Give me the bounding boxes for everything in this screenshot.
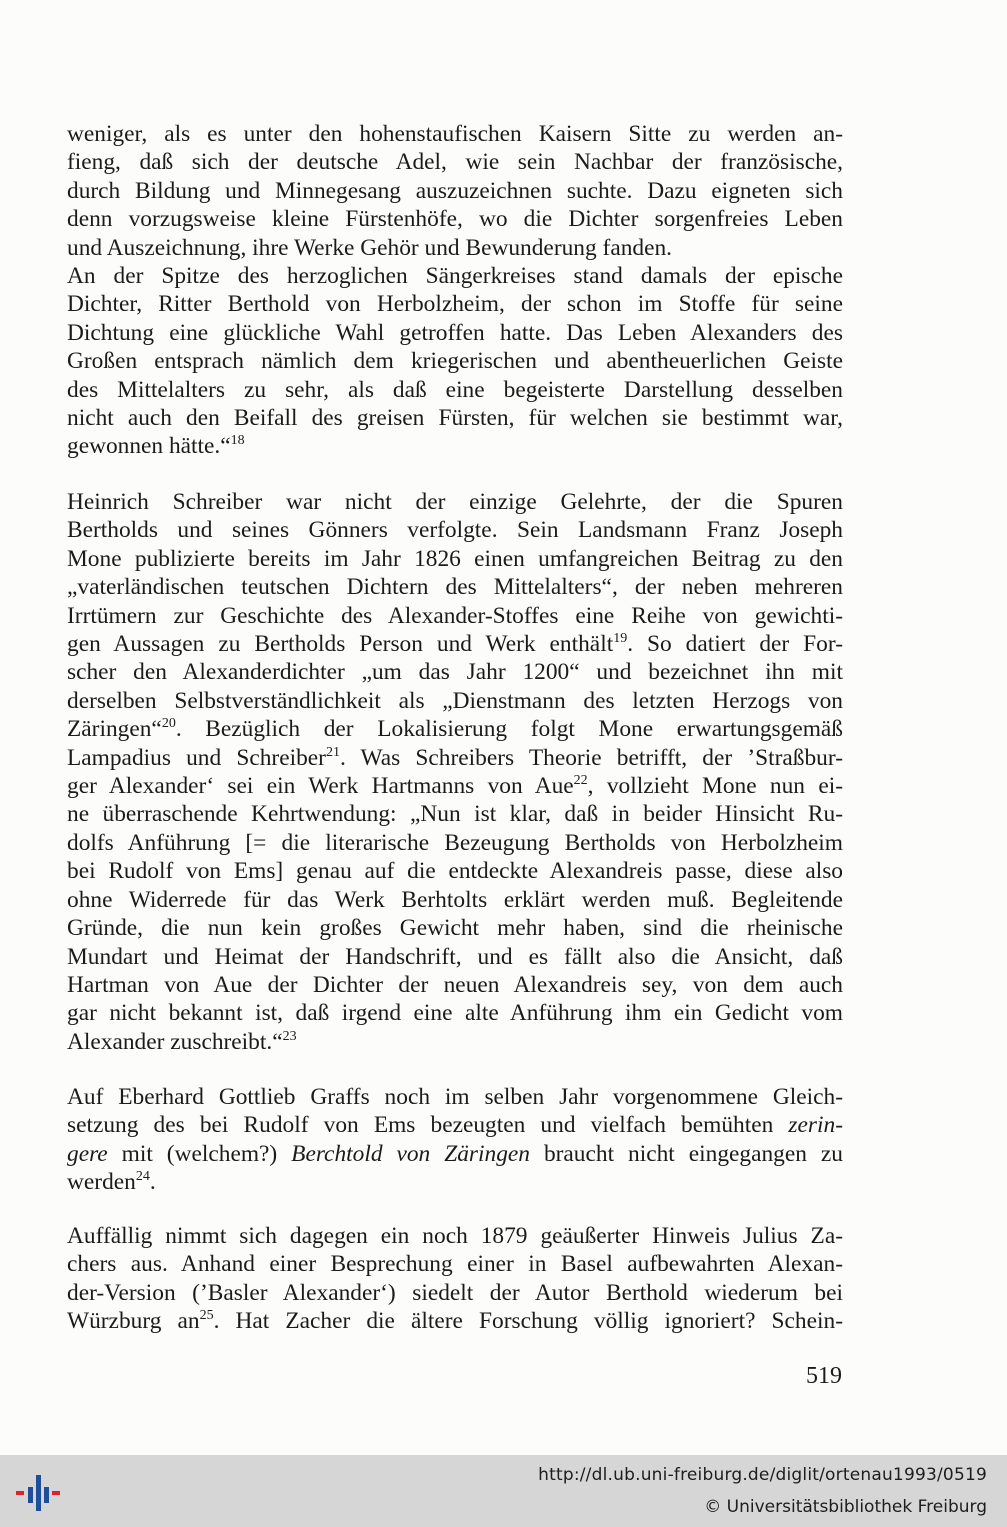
text-line: dolfs Anführung [= die literarische Bezeugung Bertholds von Herbolzheim	[67, 829, 843, 856]
text-line: und Auszeichnung, ihre Werke Gehör und Bewunderung fanden.	[67, 234, 673, 261]
text-span: .	[149, 1169, 156, 1196]
text-line: Großen entsprach nämlich dem kriegerischen und abentheuerlichen Geiste	[67, 348, 843, 375]
paragraph-zacher	[67, 1222, 843, 1336]
text-line	[67, 1028, 843, 1056]
text-line	[67, 1140, 843, 1168]
text-span: , vollzieht Mone nun ei-	[587, 773, 843, 800]
footnote-ref: 21	[325, 744, 340, 760]
text-line: ohne Widerrede für das Werk Berhtolts erklärt werden muß. Begleitende	[67, 886, 843, 913]
document-url-link[interactable]: http://dl.ub.uni-freiburg.de/diglit/ortenau1993/0519	[538, 1465, 987, 1485]
text-line: bei Rudolf von Ems] genau auf die entdeckte Alexandreis passe, diese also	[67, 858, 843, 885]
text-span: Alexander zuschreibt.“	[67, 1028, 283, 1055]
text-line	[67, 432, 843, 460]
text-line: chers aus. Anhand einer Besprechung einer in Basel aufbewahrten Alexan-	[67, 1251, 843, 1278]
text-line: weniger, als es unter den hohenstaufischen Kaisern Sitte zu werden an-	[67, 121, 843, 147]
footnote-ref: 24	[135, 1169, 150, 1185]
text-line	[67, 1168, 843, 1196]
copyright-notice: © Universitätsbibliothek Freiburg	[704, 1497, 987, 1517]
paragraph-schreiber-mone	[67, 488, 843, 1056]
text-span: Lampadius und Schreiber	[67, 744, 326, 771]
text-line: der-Version (’Basler Alexander‘) siedelt der Autor Berthold wiederum bei	[67, 1279, 843, 1306]
text-span: gewonnen hätte.“	[67, 433, 231, 460]
footnote-ref: 23	[282, 1028, 297, 1044]
footnote-ref: 22	[573, 773, 588, 789]
text-line: Bertholds und seines Gönners verfolgte. Sein Landsmann Franz Joseph	[67, 517, 843, 544]
text-line	[67, 772, 843, 800]
footer-bar	[0, 1455, 1007, 1527]
text-line	[67, 1307, 843, 1335]
text-line: Dichter, Ritter Berthold von Herbolzheim, der schon im Stoffe für seine	[67, 291, 843, 318]
text-line: An der Spitze des herzoglichen Sängerkreises stand damals der epische	[67, 263, 843, 290]
text-line: derselben Selbstverständlichkeit als „Dienstmann des letzten Herzogs von	[67, 687, 843, 714]
text-line: Mundart und Heimat der Handschrift, und es fällt also die Ansicht, daß	[67, 943, 843, 970]
text-span: ger Alexander‘ sei ein Werk Hartmanns von Aue	[67, 773, 574, 800]
text-line	[67, 744, 843, 772]
text-span: . Bezüglich der Lokalisierung folgt Mone erwartungsgemäß	[175, 716, 843, 743]
page-number: 519	[806, 1363, 842, 1389]
paragraph-graff	[67, 1083, 843, 1197]
text-line	[67, 630, 843, 658]
text-line: scher den Alexanderdichter „um das Jahr 1200“ und bezeichnet ihn mit	[67, 659, 843, 686]
italic-term: zerin-	[788, 1112, 843, 1139]
text-span: setzung des bei Rudolf von Ems bezeugten und vielfach bemühten	[67, 1112, 789, 1139]
text-span: werden	[67, 1169, 136, 1196]
text-line: Heinrich Schreiber war nicht der einzige Gelehrte, der die Spuren	[67, 489, 843, 515]
footnote-ref: 19	[613, 631, 628, 647]
text-line: des Mittelalters zu sehr, als daß eine begeisterte Darstellung desselben	[67, 376, 843, 403]
text-line: Auffällig nimmt sich dagegen ein noch 1879 geäußerter Hinweis Julius Za-	[67, 1223, 843, 1249]
text-span: Zäringen“	[67, 716, 162, 743]
footnote-ref: 18	[230, 433, 245, 449]
ub-freiburg-logo-icon[interactable]	[14, 1465, 66, 1515]
text-line: denn vorzugsweise kleine Fürstenhöfe, wo die Dichter sorgenfreies Leben	[67, 206, 843, 233]
text-line: Gründe, die nun kein großes Gewicht mehr haben, sind die rheinische	[67, 915, 843, 942]
text-span: Würzburg an	[67, 1308, 200, 1335]
text-line: Auf Eberhard Gottlieb Graffs noch im selben Jahr vorgenommene Gleich-	[67, 1084, 843, 1110]
footnote-ref: 25	[199, 1308, 214, 1324]
text-line: durch Bildung und Minnegesang auszuzeichnen suchte. Dazu eigneten sich	[67, 177, 843, 204]
text-span: gen Aussagen zu Bertholds Person und Werk enthält	[67, 631, 614, 658]
text-span: braucht nicht eingegangen zu	[529, 1140, 843, 1167]
italic-term: Berchtold von Zäringen	[291, 1140, 530, 1167]
text-line: „vaterländischen teutschen Dichtern des Mittelalters“, der neben mehreren	[67, 574, 843, 601]
text-line: Hartman von Aue der Dichter der neuen Alexandreis sey, von dem auch	[67, 971, 843, 998]
paragraph-quote-continuation	[67, 120, 843, 461]
text-span: . Hat Zacher die ältere Forschung völlig ignoriert? Schein-	[213, 1308, 843, 1335]
text-line	[67, 1111, 843, 1139]
text-line: ne überraschende Kehrtwendung: „Nun ist klar, daß in beider Hinsicht Ru-	[67, 801, 843, 828]
text-line: Mone publizierte bereits im Jahr 1826 einen umfangreichen Beitrag zu den	[67, 545, 843, 572]
text-span: mit (welchem?)	[107, 1140, 292, 1167]
text-span: . Was Schreibers Theorie betrifft, der ’Straßbur-	[339, 744, 843, 771]
italic-term: gere	[67, 1140, 108, 1167]
text-line: gar nicht bekannt ist, daß irgend eine alte Anführung ihm ein Gedicht vom	[67, 1000, 843, 1027]
footnote-ref: 20	[161, 716, 176, 732]
text-span: . So datiert der For-	[627, 631, 843, 658]
text-line	[67, 715, 843, 743]
text-line: Dichtung eine glückliche Wahl getroffen hatte. Das Leben Alexanders des	[67, 319, 843, 346]
text-line: Irrtümern zur Geschichte des Alexander-Stoffes eine Reihe von gewichti-	[67, 602, 843, 629]
text-line: fieng, daß sich der deutsche Adel, wie sein Nachbar der französische,	[67, 149, 843, 176]
text-line: nicht auch den Beifall des greisen Fürsten, für welchen sie bestimmt war,	[67, 405, 843, 432]
